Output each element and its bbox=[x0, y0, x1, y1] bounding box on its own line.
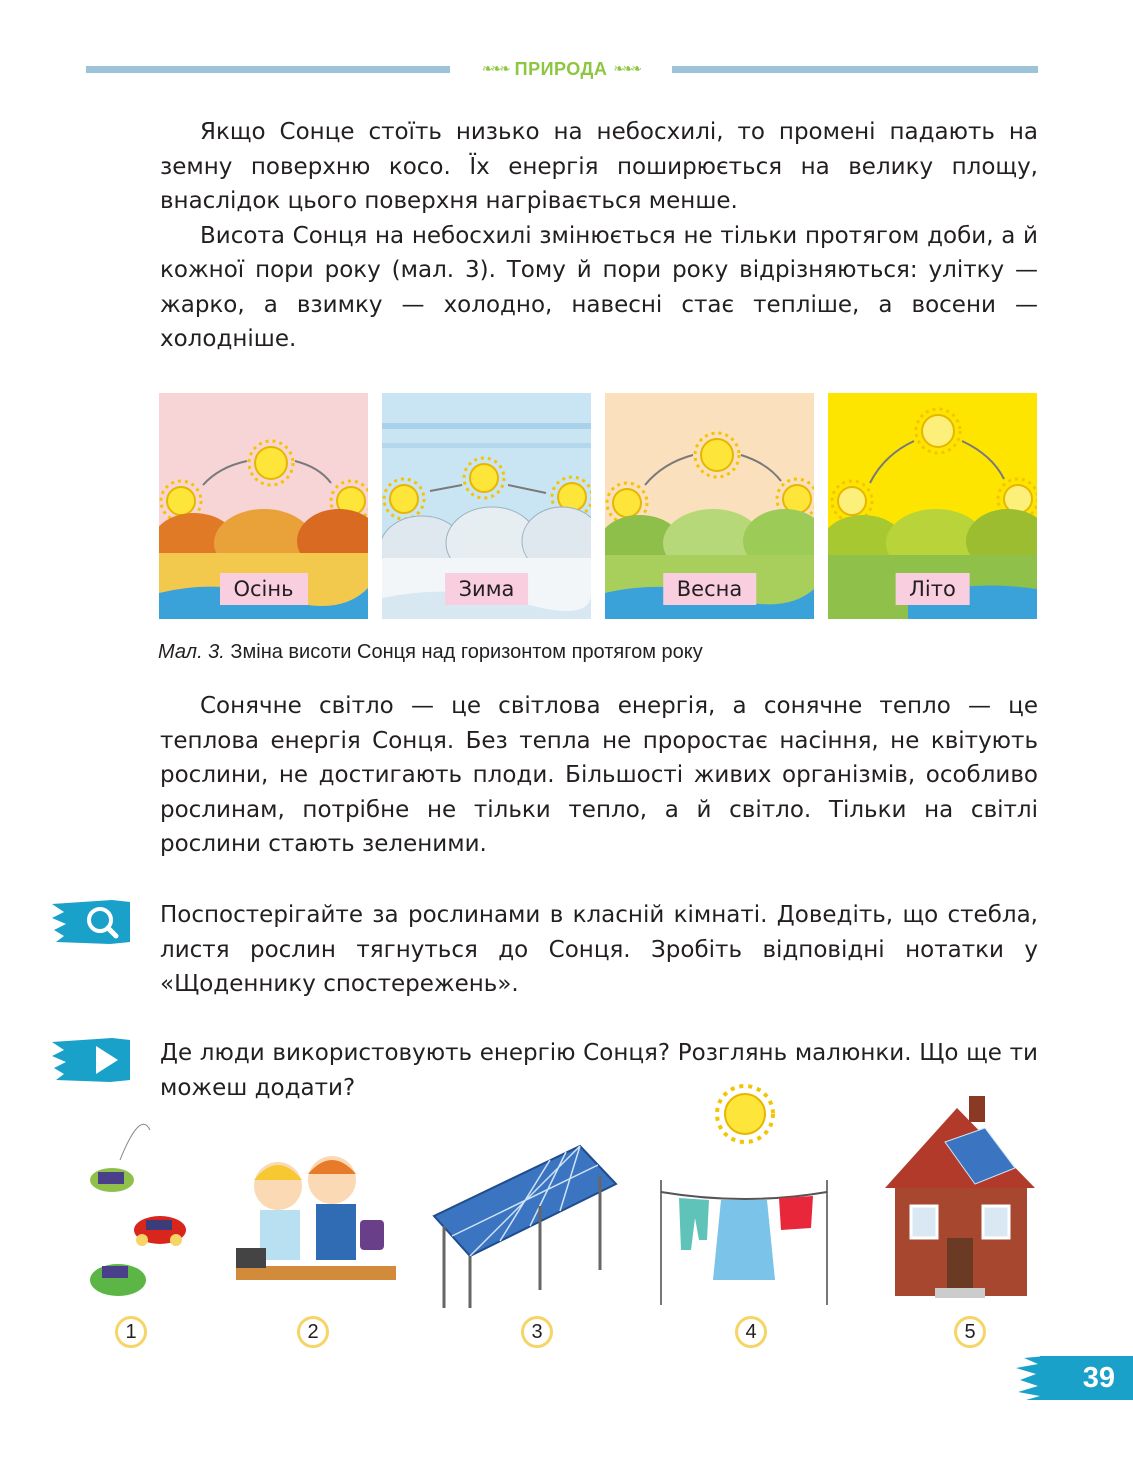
figure-number: Мал. 3. bbox=[158, 641, 225, 663]
season-panel-summer bbox=[828, 393, 1037, 619]
solar-toys-illustration bbox=[80, 1100, 190, 1300]
observe-task: Поспостерігайте за рослинами в класній кімнаті. Доведіть, що стебла, листя рослин тягнуться до Сонця. Зробіть відповідні нотатки у «Щоденнику спостережень». bbox=[160, 902, 1038, 997]
item-number-4: 4 bbox=[735, 1316, 767, 1348]
season-panel-winter bbox=[382, 393, 591, 619]
season-label: Літо bbox=[895, 573, 970, 605]
solar-uses-illustrations bbox=[80, 1080, 1040, 1370]
season-panel-autumn bbox=[159, 393, 368, 619]
leaf-ornament-icon: ❧❧❧ bbox=[613, 61, 641, 77]
solar-task: Де люди використовують енергію Сонця? Розглянь малюнки. Що ще ти можеш додати? bbox=[160, 1040, 1038, 1101]
intro-text bbox=[160, 115, 1038, 357]
item-number-3: 3 bbox=[521, 1316, 553, 1348]
paragraph-1: Якщо Сонце стоїть низько на небосхилі, то промені падають на земну поверхню косо. Їх енергія поширюється на велику площу, внаслідок цього поверхня нагрівається менше. bbox=[160, 119, 1038, 214]
seasons-figure bbox=[159, 393, 1037, 619]
season-label: Весна bbox=[663, 573, 756, 605]
page-number: 39 bbox=[1040, 1356, 1133, 1400]
play-icon bbox=[52, 1036, 130, 1084]
leaf-ornament-icon: ❧❧❧ bbox=[481, 61, 509, 77]
section-title: ПРИРОДА bbox=[514, 58, 608, 79]
magnifier-icon bbox=[52, 898, 130, 946]
laundry-drying-illustration bbox=[655, 1080, 835, 1310]
solar-house-illustration bbox=[875, 1088, 1045, 1308]
sun-icon bbox=[717, 1086, 773, 1142]
paragraph-3: Сонячне світло — це світлова енергія, а сонячне тепло — це теплова енергія Сонця. Без тепла не проростає насіння, не квітують рослини, не достигають плоди. Більшості живих організмів, особливо рослинам, потрібне не тільки тепло, а й світло. Тільки на світлі рослини стають зеленими. bbox=[160, 693, 1038, 857]
figure-caption-text: Зміна висоти Сонця над горизонтом протягом року bbox=[224, 641, 703, 663]
section-header bbox=[450, 58, 672, 80]
figure-caption bbox=[158, 641, 703, 664]
kids-solar-gadgets-illustration bbox=[220, 1140, 400, 1300]
season-label: Зима bbox=[445, 573, 529, 605]
paragraph-2: Висота Сонця на небосхилі змінюється не тільки протягом доби, а й кожної пори року (мал. 3). Тому й пори року відрізняються: улітку — жарко, а взимку — холодно, навесні стає тепліше, а восени — холодніше. bbox=[160, 222, 1038, 352]
item-number-1: 1 bbox=[115, 1316, 147, 1348]
item-number-2: 2 bbox=[297, 1316, 329, 1348]
solar-panels-illustration bbox=[430, 1140, 620, 1310]
season-label: Осінь bbox=[219, 573, 307, 605]
season-panel-spring bbox=[605, 393, 814, 619]
energy-text bbox=[160, 689, 1038, 862]
item-number-5: 5 bbox=[954, 1316, 986, 1348]
